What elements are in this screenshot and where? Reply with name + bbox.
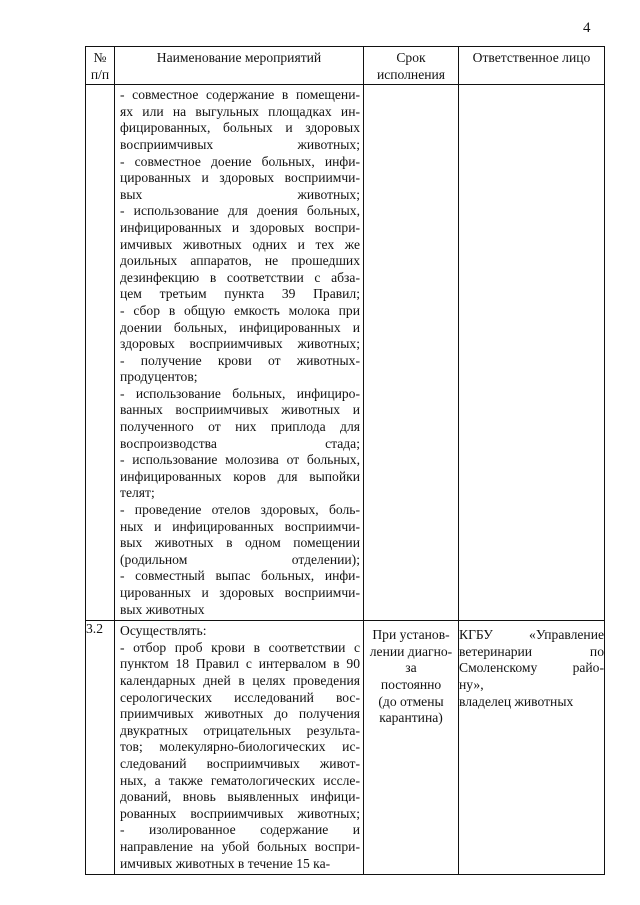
term-cell [364,85,459,621]
measure-text-line: вых животных в одном помещении [120,535,360,551]
measure-text-line: имчивых животных одних и тех же [120,236,360,252]
term-text-line: карантина) [379,710,443,726]
header-responsible [459,47,605,85]
responsible-cell [459,85,605,621]
measure-cell [115,621,364,875]
measure-text-line: доении больных, инфицированных и [120,319,360,335]
measure-text-line: продуцентов; [120,369,198,385]
row-number [86,85,115,621]
measure-text-line: - использование молозива от больных, [120,452,360,468]
measure-text-line: цированных и здоровых восприимчи- [120,585,360,600]
responsible-text-line: Смоленскому райо- [459,660,604,676]
measure-text-line: полученного от них приплода для [120,419,360,435]
term-text-line: При установ- [372,627,450,643]
measure-text-line: (родильном отделении); [120,551,360,567]
table-row [86,621,605,875]
measure-text-line: - использование для доения больных, [120,203,360,219]
term-cell [364,621,459,875]
row-number: 3.2 [86,621,115,875]
measure-text-line: - совместный выпас больных, инфи- [120,568,360,584]
measure-text-line: вых животных; [120,186,360,202]
measure-text-line: - получение крови от животных- [120,352,360,368]
term-text-line: за [405,660,417,676]
measure-text-line: следований восприимчивых живот- [120,755,360,771]
measure-text-line: направление на убой больных воспри- [120,838,360,854]
measure-text-line: серологических исследований вос- [120,689,360,705]
measure-text-line: двукратных отрицательных результа- [120,722,360,738]
measure-text-line: приимчивых животных до получения [120,706,360,722]
term-text-line: лении диагно- [369,643,453,659]
measure-text-line: ных, а также гематологических иссле- [120,772,360,788]
measures-table [85,46,605,875]
table-row [86,85,605,621]
measure-text-line: дезинфекцию в соответствии с абза- [120,269,360,285]
measure-text-line: восприимчивых животных; [120,136,360,152]
measure-text-line: цем третьим пункта 39 Правил; [120,286,360,302]
measure-text-line: рованных восприимчивых животных; [120,805,360,821]
measure-text-line: инфицированных коров для выпойки [120,468,360,484]
header-num [86,47,115,85]
measure-text-line: Осуществлять: [120,623,207,639]
measure-text-line: пунктом 18 Правил с интервалом в 90 [120,656,360,672]
measure-text-line: вых животных [120,601,205,617]
header-term-line: Срок [396,50,426,65]
responsible-text-line: КГБУ «Управление [459,627,604,643]
page-number: 4 [583,20,591,36]
measure-text-line: - проведение отелов здоровых, боль- [120,502,360,518]
header-name [115,47,364,85]
measure-text-line: воспроизводства стада; [120,435,360,451]
measure-text-line: доильных аппаратов, не прошедших [120,253,360,269]
measure-text-line: - отбор проб крови в соответствии с [120,639,360,655]
measure-text-line: имчивых животных в течение 15 ка- [120,855,331,871]
measure-text-line: цированных и здоровых восприимчи- [120,170,360,186]
table-header-row [86,47,605,85]
measure-text-line: - использование больных, инфициро- [120,385,360,401]
measure-text-line: ванных восприимчивых животных и [120,402,360,418]
measure-text-line: ях или на выгульных площадках ин- [120,103,360,119]
responsible-cell [459,621,605,875]
responsible-text-line: ветеринарии по [459,643,604,659]
measure-text-line: тов; молекулярно-биологических ис- [120,739,360,755]
header-term [364,47,459,85]
header-term-line: исполнения [376,66,446,82]
header-name-text: Наименование мероприятий [156,50,322,65]
header-num-line: № [93,50,107,65]
responsible-text-line: ну», [459,676,484,692]
term-text-line: (до отмены [378,693,444,709]
measure-text-line: телят; [120,485,155,501]
responsible-text-line: владелец животных [459,693,574,709]
term-text-line: постоянно [380,676,442,692]
measure-cell [115,85,364,621]
measure-text-line: здоровых восприимчивых животных; [120,336,360,352]
measure-text-line: - сбор в общую емкость молока при [120,302,360,318]
measure-text-line: инфицированных и здоровых воспри- [120,219,360,235]
measure-text-line: - изолированное содержание и [120,822,360,838]
measure-text-line: дований, вновь выявленных инфици- [120,789,360,805]
measure-text-line: - совместное содержание в помещени- [120,87,360,103]
measure-text-line: ных и инфицированных восприимчи- [120,518,360,534]
measure-text-line: - совместное доение больных, инфи- [120,153,360,169]
header-num-line: п/п [90,66,110,82]
measure-text-line: календарных дней в целях проведения [120,672,360,688]
header-responsible-text: Ответственное лицо [472,50,591,65]
measure-text-line: фицированных, больных и здоровых [120,120,360,136]
